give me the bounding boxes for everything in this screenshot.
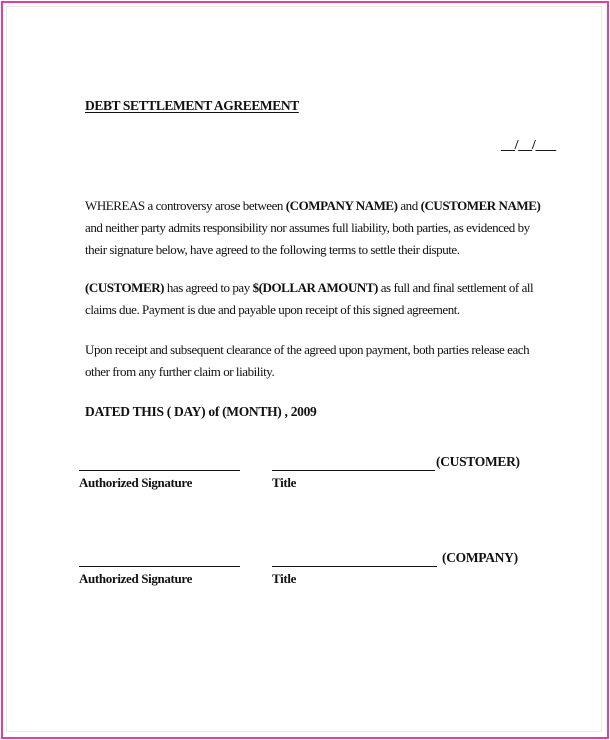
dated-line: DATED THIS ( DAY) of (MONTH) , 2009 bbox=[85, 404, 317, 419]
customer-name-placeholder: (CUSTOMER NAME) bbox=[420, 198, 541, 213]
signature-line-customer bbox=[79, 470, 240, 471]
title-label: Title bbox=[272, 475, 297, 490]
date-blank: __/__/___ bbox=[501, 138, 556, 153]
company-party-label: (COMPANY) bbox=[442, 550, 518, 565]
release-line-2: other from any further claim or liability. bbox=[85, 364, 275, 379]
whereas-paragraph bbox=[85, 195, 540, 261]
payment-paragraph bbox=[85, 277, 533, 321]
title-line-company bbox=[272, 566, 437, 567]
customer-party-label: (CUSTOMER) bbox=[436, 454, 520, 469]
release-paragraph bbox=[85, 339, 529, 383]
payment-line-2: claims due. Payment is due and payable upon receipt of this signed agreement. bbox=[85, 302, 460, 317]
title-line-customer bbox=[272, 470, 435, 471]
customer-placeholder: (CUSTOMER) bbox=[85, 280, 165, 295]
signature-line-company bbox=[79, 566, 240, 567]
payment-line-1: (CUSTOMER) has agreed to pay $(DOLLAR AMOUNT) as full and final settlement of all bbox=[85, 280, 534, 295]
whereas-line-2: and neither party admits responsibility nor assumes full liability, both parties, as evidenced by bbox=[85, 220, 530, 235]
document-page bbox=[6, 6, 602, 732]
authorized-signature-label: Authorized Signature bbox=[79, 475, 193, 490]
whereas-line-3: their signature below, have agreed to the following terms to settle their dispute. bbox=[85, 242, 460, 257]
whereas-line-1: WHEREAS a controversy arose between (COMPANY NAME) and (CUSTOMER NAME) bbox=[85, 198, 541, 213]
dollar-amount-placeholder: $(DOLLAR AMOUNT) bbox=[252, 280, 378, 295]
release-line-1: Upon receipt and subsequent clearance of the agreed upon payment, both parties release each bbox=[85, 342, 530, 357]
company-name-placeholder: (COMPANY NAME) bbox=[285, 198, 398, 213]
authorized-signature-label: Authorized Signature bbox=[79, 571, 193, 586]
document-title: DEBT SETTLEMENT AGREEMENT bbox=[85, 98, 299, 113]
title-label: Title bbox=[272, 571, 297, 586]
